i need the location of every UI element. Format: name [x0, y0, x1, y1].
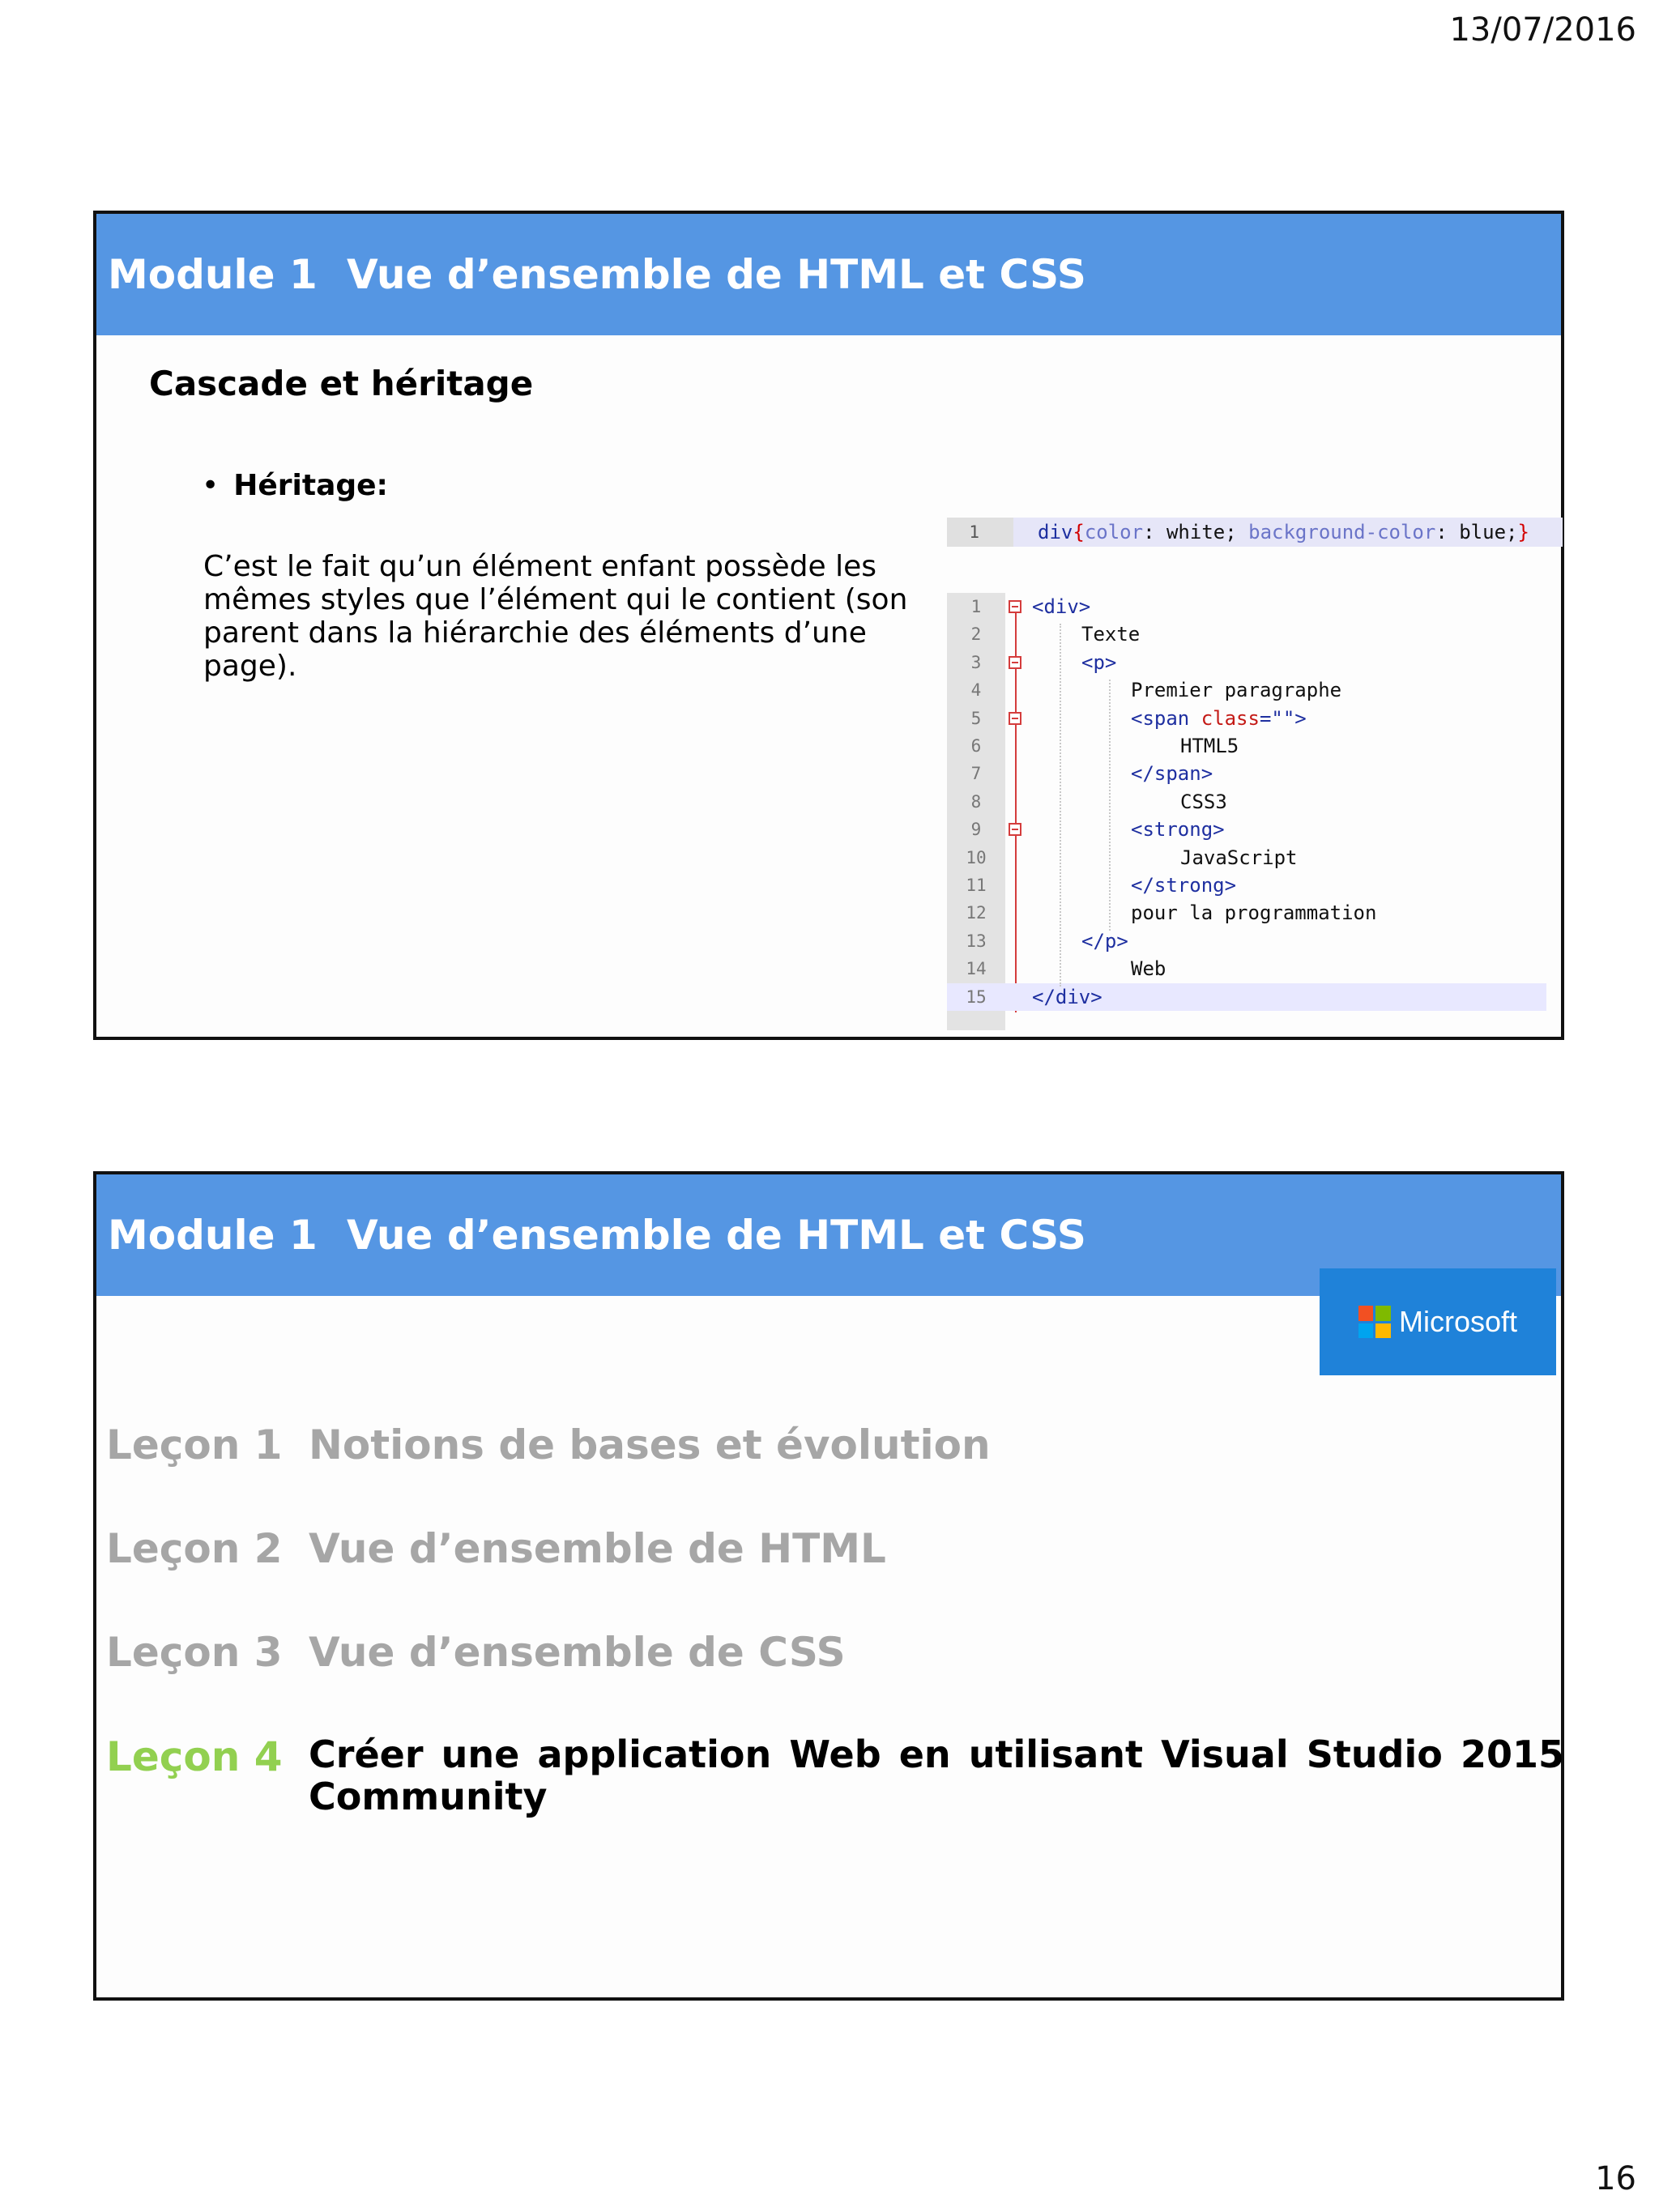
- code-text: Texte: [1081, 623, 1141, 646]
- code-line: [947, 983, 1546, 1011]
- css-close-brace: }: [1517, 521, 1529, 543]
- code-text: JavaScript: [1180, 846, 1298, 869]
- code-text: <div>: [1032, 595, 1091, 618]
- lesson-1: [106, 1421, 991, 1468]
- line-number: 8: [970, 791, 982, 812]
- microsoft-logo: [1320, 1268, 1556, 1375]
- line-number: 9: [970, 820, 982, 840]
- code-text: <span class="">: [1131, 706, 1307, 730]
- line-number: 14: [966, 959, 987, 979]
- code-line: [947, 955, 1546, 982]
- code-line: [947, 788, 1546, 816]
- indent-guide: [1109, 680, 1111, 931]
- code-line: [947, 899, 1546, 927]
- line-number: 4: [970, 680, 982, 701]
- code-text: HTML5: [1180, 735, 1239, 757]
- code-line: [947, 816, 1546, 843]
- module-title: Vue d’ensemble de HTML et CSS: [347, 1212, 1086, 1259]
- code-line: [947, 760, 1546, 787]
- slide-cascade-heritage: [93, 211, 1564, 1040]
- css-open-brace: {: [1073, 521, 1085, 543]
- code-text: </span>: [1131, 762, 1213, 786]
- css-property: background-color: [1248, 521, 1436, 543]
- definition-paragraph: C’est le fait qu’un élément enfant possède les mêmes styles que l’élément qui le contient (son parent dans la hiérarchie des éléments d’une page).: [203, 550, 908, 683]
- line-number: 13: [966, 931, 987, 951]
- indent-guide: [1060, 624, 1061, 986]
- line-number: 6: [970, 736, 982, 756]
- slide-module-overview: [93, 1171, 1564, 2001]
- line-number: 3: [970, 652, 982, 672]
- slide-header: [96, 214, 1561, 335]
- page-number: 16: [1595, 2160, 1636, 2197]
- section-title: Cascade et héritage: [149, 364, 534, 403]
- line-number: 2: [970, 624, 982, 645]
- code-line: [947, 676, 1546, 704]
- css-selector: div: [1038, 521, 1073, 543]
- code-line: [947, 705, 1546, 732]
- lesson-number: Leçon 3: [106, 1629, 283, 1676]
- module-title: Vue d’ensemble de HTML et CSS: [347, 251, 1086, 298]
- code-text: pour la programmation: [1131, 901, 1377, 925]
- line-number: 1: [970, 597, 982, 616]
- windows-logo-icon: [1358, 1306, 1391, 1338]
- page-date: 13/07/2016: [1449, 11, 1636, 49]
- css-rule: div{color: white; background-color: blue;}: [1038, 521, 1529, 543]
- line-number: 12: [966, 903, 987, 923]
- line-number: 11: [966, 876, 987, 895]
- bullet-heritage: [202, 469, 388, 502]
- line-number: 7: [970, 764, 982, 784]
- css-code-snippet: [947, 518, 1563, 547]
- line-number: 15: [966, 987, 987, 1007]
- lesson-name: Vue d’ensemble de HTML: [309, 1525, 886, 1572]
- microsoft-logo-text: Microsoft: [1398, 1305, 1518, 1338]
- line-number: 5: [970, 708, 982, 728]
- lesson-4: [106, 1733, 1564, 1818]
- code-text: </strong>: [1131, 874, 1237, 897]
- html-code-snippet: [947, 593, 1546, 1030]
- lesson-number: Leçon 4: [106, 1733, 283, 1780]
- code-line: [947, 732, 1546, 760]
- lesson-name: Notions de bases et évolution: [309, 1421, 991, 1468]
- module-label: Module 1: [108, 251, 318, 298]
- code-text: Premier paragraphe: [1131, 679, 1342, 702]
- code-text: </div>: [1032, 985, 1102, 1008]
- css-value: white;: [1166, 521, 1237, 543]
- lesson-name: Vue d’ensemble de CSS: [309, 1629, 846, 1676]
- css-property: color: [1084, 521, 1144, 543]
- code-text: <p>: [1081, 650, 1117, 674]
- lesson-3: [106, 1629, 846, 1676]
- code-line: [947, 872, 1546, 899]
- code-text: <strong>: [1131, 818, 1225, 842]
- code-text: Web: [1131, 957, 1166, 981]
- bullet-dot-icon: •: [202, 469, 220, 502]
- lesson-2: [106, 1525, 886, 1572]
- lesson-number: Leçon 2: [106, 1525, 283, 1572]
- css-value: blue;: [1459, 521, 1518, 543]
- code-line: [947, 844, 1546, 872]
- code-line: [947, 593, 1546, 620]
- module-label: Module 1: [108, 1212, 318, 1259]
- line-number: 10: [966, 847, 987, 867]
- lesson-name: Créer une application Web en utilisant Visual Studio 2015 Community: [309, 1733, 1564, 1818]
- lesson-number: Leçon 1: [106, 1421, 283, 1468]
- code-line: [947, 620, 1546, 648]
- code-line: [947, 649, 1546, 676]
- line-number: 1: [947, 518, 1013, 547]
- code-line: [947, 927, 1546, 955]
- code-text: CSS3: [1180, 790, 1227, 813]
- bullet-label: Héritage:: [233, 469, 388, 502]
- code-text: </p>: [1081, 929, 1128, 953]
